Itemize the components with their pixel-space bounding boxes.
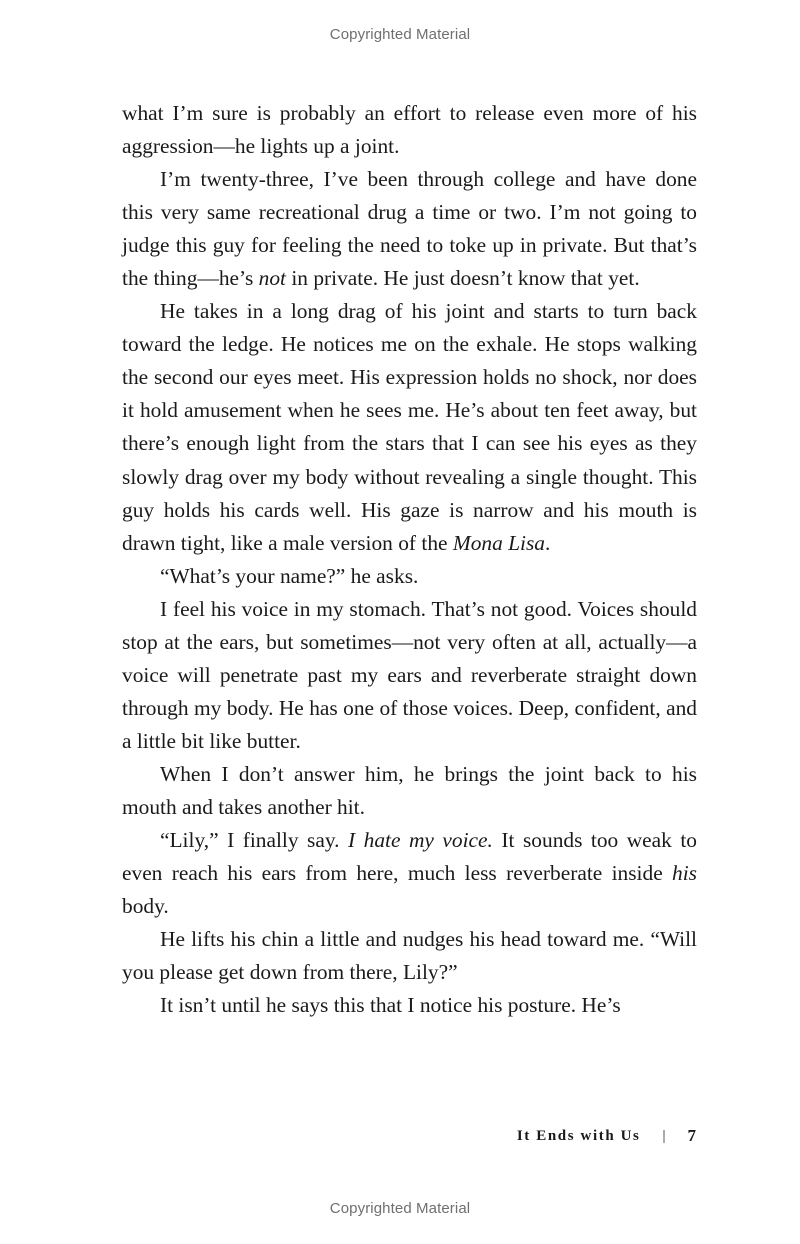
paragraph-7-emphasis-1: I hate my voice. (348, 828, 493, 853)
paragraph-1-text: what I’m sure is probably an effort to release even more of his aggression—he lights up a joint. (122, 101, 697, 159)
paragraph-8 (122, 923, 697, 989)
paragraph-2-text-a: I’m twenty-three, I’ve been through college and have done this very same recreational drug a time or two. I’m not going to judge this guy for feeling the need to toke up in private. But that’s the thing—he’s (122, 167, 697, 291)
paragraph-1 (122, 97, 697, 163)
paragraph-9-text: It isn’t until he says this that I notice his posture. He’s (160, 993, 621, 1018)
book-title: It Ends with Us (516, 1127, 641, 1144)
footer-separator: | (662, 1127, 666, 1144)
page-body-text (122, 97, 697, 1022)
paragraph-3-emphasis: Mona Lisa (452, 530, 545, 555)
paragraph-2 (122, 163, 697, 295)
paragraph-3-text-a: He takes in a long drag of his joint and starts to turn back toward the ledge. He notices me on the exhale. He stops walking the second our eyes meet. His expression holds no shock, nor does it hold amusement when he sees me. He’s about ten feet away, but there’s enough light from the stars that I can see his eyes as they slowly drag over my body without revealing a single thought. This guy holds his cards well. His gaze is narrow and his mouth is drawn tight, like a male version of the (122, 299, 697, 555)
page-number: 7 (687, 1126, 696, 1145)
paragraph-4 (122, 560, 697, 593)
paragraph-6-text: When I don’t answer him, he brings the joint back to his mouth and takes another hit. (122, 761, 697, 819)
paragraph-4-text: “What’s your name?” he asks. (160, 563, 419, 588)
paragraph-6 (122, 758, 697, 824)
paragraph-2-text-c: in private. He just doesn’t know that yet. (286, 266, 640, 291)
paragraph-7 (122, 824, 697, 923)
paragraph-2-emphasis: not (258, 266, 286, 291)
running-footer (517, 1126, 696, 1146)
paragraph-8-text: He lifts his chin a little and nudges his head toward me. “Will you please get down from there, Lily?” (122, 927, 697, 985)
paragraph-9 (122, 989, 697, 1022)
paragraph-3 (122, 295, 697, 559)
paragraph-5-text: I feel his voice in my stomach. That’s not good. Voices should stop at the ears, but sometimes—not very often at all, actually—a voice will penetrate past my ears and reverberate straight down through my body. He has one of those voices. Deep, confident, and a little bit like butter. (122, 596, 697, 753)
copyright-footer: Copyrighted Material (329, 1200, 471, 1217)
paragraph-5 (122, 593, 697, 758)
paragraph-7-text-e: body. (122, 894, 169, 919)
paragraph-7-text-a: “Lily,” I finally say. (160, 828, 349, 853)
paragraph-7-text-c: It sounds too weak to even reach his ears from here, much less reverberate inside (122, 828, 698, 886)
paragraph-3-text-c: . (545, 530, 551, 555)
paragraph-7-emphasis-2: his (672, 861, 697, 886)
copyright-header: Copyrighted Material (329, 26, 471, 43)
